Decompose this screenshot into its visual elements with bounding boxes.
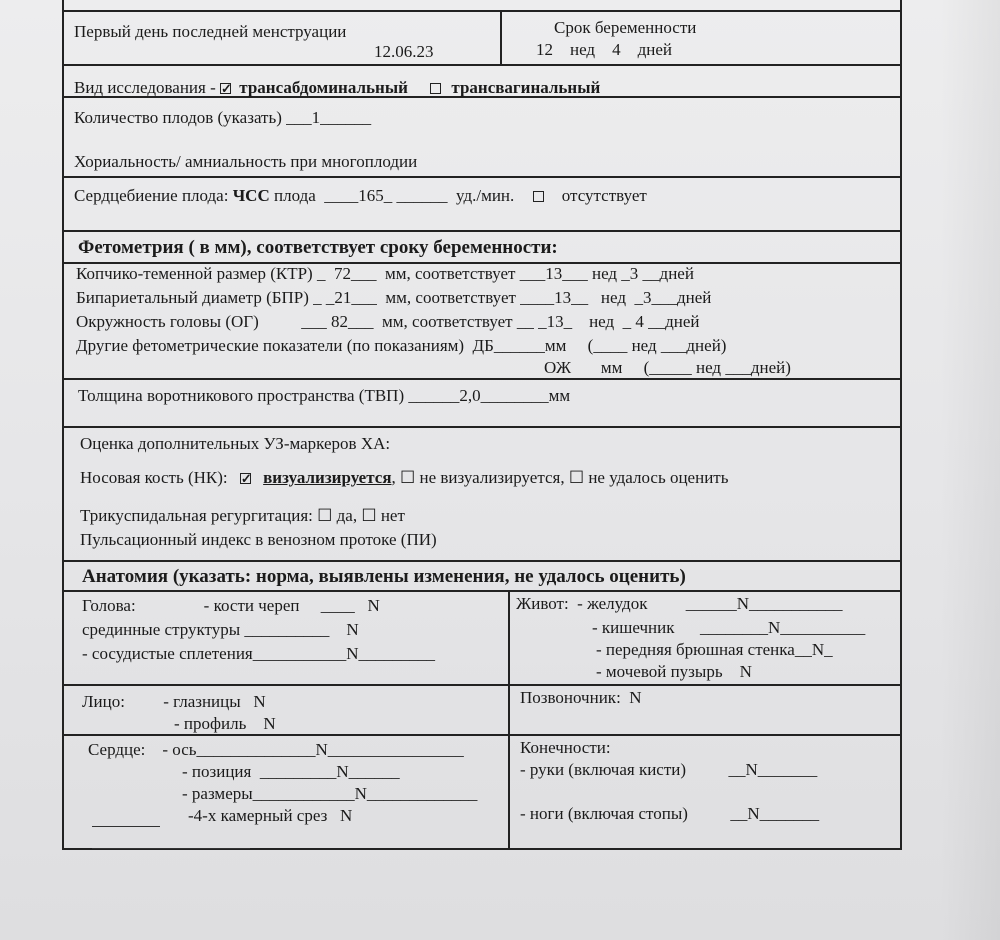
rule <box>64 734 900 736</box>
spine-row: Позвоночник: N <box>520 688 642 707</box>
rule <box>64 10 900 12</box>
lmp-value: 12.06.23 <box>374 42 434 61</box>
exam-type-label: Вид исследования - <box>74 78 216 97</box>
og-row: Окружность головы (ОГ) ___ 82___ мм, соответствует __ _13_ нед _ 4 __дней <box>76 312 700 331</box>
nasal-bone-row <box>80 468 728 488</box>
term-label: Срок беременности <box>554 18 697 37</box>
fetometry-title: Фетометрия ( в мм), соответствует сроку беременности: <box>78 237 558 258</box>
ktr-row: Копчико-теменной размер (КТР) _ 72___ мм, соответствует ___13___ нед _3 __дней <box>76 264 694 283</box>
oj-row: ОЖ мм (_____ нед ___дней) <box>544 358 791 377</box>
fetus-count: Количество плодов (указать) ___1______ <box>74 108 372 127</box>
chorionicity: Хориальность/ амниальность при многоплодии <box>74 152 418 171</box>
lmp-label: Первый день последней менструации <box>74 22 347 41</box>
absent-checkbox[interactable] <box>533 191 544 202</box>
rule <box>64 378 900 380</box>
rule <box>64 230 900 232</box>
transvaginal-checkbox[interactable] <box>430 83 441 94</box>
heartbeat-label: Сердцебиение плода: <box>74 186 229 205</box>
rule <box>64 590 900 592</box>
arms-row: - руки (включая кисти) __N_______ <box>520 760 818 779</box>
markers-title: Оценка дополнительных УЗ-маркеров ХА: <box>80 434 391 453</box>
rule <box>64 426 900 428</box>
ultrasound-form <box>62 0 902 850</box>
paper-shadow <box>940 0 1000 940</box>
rule <box>64 64 900 66</box>
anatomy-title: Анатомия (указать: норма, выявлены изменения, не удалось оценить) <box>82 566 686 587</box>
wall-row: - передняя брюшная стенка__N_ <box>596 640 833 659</box>
heart-size-row: - размеры____________N_____________ <box>182 784 478 803</box>
tvp-row: Толщина воротникового пространства (ТВП) ______2,0________мм <box>78 386 571 405</box>
heart-row: Сердце: - ось______________N________________ <box>88 740 464 759</box>
bladder-row: - мочевой пузырь N <box>596 662 752 681</box>
profile-row: - профиль N <box>174 714 276 733</box>
heartbeat-row <box>74 186 647 206</box>
transabdominal-option: трансабдоминальный <box>239 78 408 97</box>
face-row: Лицо: - глазницы N <box>82 692 266 711</box>
blank-line <box>92 826 160 827</box>
transabdominal-checkbox[interactable] <box>220 83 231 94</box>
choroid-row: - сосудистые сплетения___________N_________ <box>82 644 436 663</box>
bowel-row: - кишечник ________N__________ <box>592 618 866 637</box>
four-chamber-row: -4-х камерный срез N <box>188 806 353 825</box>
divider <box>500 10 502 64</box>
visualized-checkbox[interactable] <box>240 473 251 484</box>
pi-row: Пульсационный индекс в венозном протоке (ПИ) <box>80 530 437 549</box>
absent-label: отсутствует <box>561 186 647 205</box>
heartbeat-value: плода ____165_ ______ уд./мин. <box>273 186 515 205</box>
limbs-title: Конечности: <box>520 738 611 757</box>
midline-row: срединные структуры __________ N <box>82 620 359 639</box>
nasal-bone-other-options: , ☐ не визуализируется, ☐ не удалось оценить <box>391 468 729 487</box>
rule <box>64 176 900 178</box>
heart-position-row: - позиция _________N______ <box>182 762 400 781</box>
tricuspid-row: Трикуспидальная регургитация: ☐ да, ☐ нет <box>80 506 405 525</box>
exam-type-row <box>74 78 600 98</box>
abdomen-row: Живот: - желудок ______N___________ <box>516 594 843 613</box>
rule <box>64 684 900 686</box>
visualized-option: визуализируется <box>263 468 392 487</box>
rule <box>64 560 900 562</box>
divider <box>508 590 510 850</box>
term-value: 12 нед 4 дней <box>536 40 672 59</box>
bpr-row: Бипариетальный диаметр (БПР) _ _21___ мм, соответствует ____13__ нед _3___дней <box>76 288 712 307</box>
head-row: Голова: - кости череп ____ N <box>82 596 380 615</box>
legs-row: - ноги (включая стопы) __N_______ <box>520 804 820 823</box>
nasal-bone-label: Носовая кость (НК): <box>80 468 228 487</box>
blank-line <box>92 848 250 849</box>
hr-abbrev: ЧСС <box>232 186 270 205</box>
transvaginal-option: трансвагинальный <box>451 78 601 97</box>
other-row: Другие фетометрические показатели (по показаниям) ДБ______мм (____ нед ___дней) <box>76 336 727 355</box>
